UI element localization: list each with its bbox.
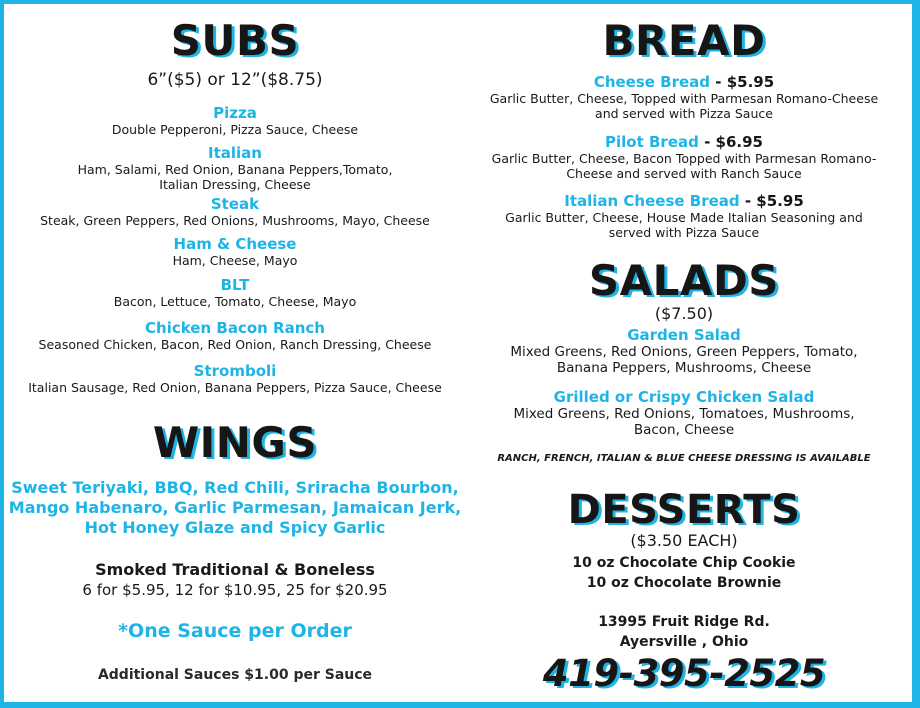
sub-item (4, 363, 466, 395)
bread-item-price: - $6.95 (698, 133, 763, 151)
desserts-heading: DESSERTS (567, 487, 801, 533)
sub-item (4, 105, 466, 137)
sub-item (4, 236, 466, 268)
bread-item-name: Pilot Bread (605, 133, 699, 151)
wings-style-title: Smoked Traditional & Boneless (95, 560, 375, 579)
salad-item-desc: Mixed Greens, Red Onions, Tomatoes, Mushrooms, Bacon, Cheese (513, 406, 855, 438)
desserts-price-note: ($3.50 EACH) (630, 531, 738, 550)
bread-item (456, 193, 912, 240)
address-street: 13995 Fruit Ridge Rd. (598, 614, 770, 630)
salad-item (456, 327, 912, 376)
bread-item-name: Italian Cheese Bread (564, 192, 740, 210)
sub-item (4, 196, 466, 228)
salad-item (456, 389, 912, 438)
sub-item (4, 145, 466, 192)
bread-section (456, 16, 912, 65)
subs-price-note: 6”($5) or 12”($8.75) (147, 70, 323, 90)
dessert-item: 10 oz Chocolate Brownie (586, 575, 782, 591)
salad-item-desc: Mixed Greens, Red Onions, Green Peppers, Tomato, Banana Peppers, Mushrooms, Cheese (510, 344, 858, 376)
wings-additional-sauces: Additional Sauces $1.00 per Sauce (97, 667, 373, 683)
bread-item-desc: Garlic Butter, Cheese, House Made Italian Seasoning and served with Pizza Sauce (505, 210, 863, 240)
menu-board (4, 4, 912, 702)
sub-item-desc: Double Pepperoni, Pizza Sauce, Cheese (111, 122, 359, 137)
subs-heading: SUBS (170, 16, 300, 65)
phone-number[interactable]: 419-395-2525 (542, 652, 826, 695)
sub-item-desc: Ham, Cheese, Mayo (172, 253, 298, 268)
dessert-item: 10 oz Chocolate Chip Cookie (572, 555, 796, 571)
sub-item (4, 277, 466, 309)
wings-heading: WINGS (152, 418, 318, 467)
bread-item-desc: Garlic Butter, Cheese, Bacon Topped with Parmesan Romano- Cheese and served with Ranch Sauce (491, 151, 877, 181)
sub-item-name: BLT (220, 276, 250, 294)
sub-item-name: Pizza (213, 104, 257, 122)
sub-item (4, 320, 466, 352)
salad-item-name: Grilled or Crispy Chicken Salad (553, 388, 815, 406)
wings-pricing: 6 for $5.95, 12 for $10.95, 25 for $20.95 (82, 581, 388, 599)
sub-item-name: Italian (208, 144, 262, 162)
salad-item-name: Garden Salad (627, 326, 741, 344)
sub-item-name: Stromboli (193, 362, 277, 380)
salads-price-note: ($7.50) (654, 304, 714, 323)
sub-item-desc: Ham, Salami, Red Onion, Banana Peppers,Tomato, Italian Dressing, Cheese (77, 162, 393, 192)
sub-item-desc: Seasoned Chicken, Bacon, Red Onion, Ranch Dressing, Cheese (38, 337, 432, 352)
bread-item-price: - $5.95 (710, 73, 775, 91)
bread-item-name: Cheese Bread (593, 73, 711, 91)
bread-item (456, 134, 912, 181)
bread-item (456, 74, 912, 121)
sub-item-desc: Italian Sausage, Red Onion, Banana Peppers, Pizza Sauce, Cheese (28, 380, 442, 395)
sub-item-name: Steak (210, 195, 260, 213)
address-city: Ayersville , Ohio (619, 634, 749, 650)
bread-item-price: - $5.95 (739, 192, 804, 210)
wings-sauces: Sweet Teriyaki, BBQ, Red Chili, Sriracha Bourbon, Mango Habenaro, Garlic Parmesan, Jamaican Jerk, Hot Honey Glaze and Spicy Garlic (8, 478, 462, 537)
bread-heading: BREAD (602, 16, 766, 65)
sub-item-name: Ham & Cheese (173, 235, 297, 253)
sub-item-desc: Bacon, Lettuce, Tomato, Cheese, Mayo (113, 294, 357, 309)
desserts-section (456, 487, 912, 533)
wings-sauce-note: *One Sauce per Order (118, 620, 352, 642)
salads-section (456, 256, 912, 305)
dressing-note: RANCH, FRENCH, ITALIAN & BLUE CHEESE DRESSING IS AVAILABLE (497, 453, 871, 464)
subs-section (4, 16, 466, 65)
wings-section (4, 418, 466, 467)
salads-heading: SALADS (588, 256, 780, 305)
sub-item-desc: Steak, Green Peppers, Red Onions, Mushrooms, Mayo, Cheese (40, 213, 430, 228)
sub-item-name: Chicken Bacon Ranch (145, 319, 325, 337)
bread-item-desc: Garlic Butter, Cheese, Topped with Parmesan Romano-Cheese and served with Pizza Sauce (489, 91, 879, 121)
